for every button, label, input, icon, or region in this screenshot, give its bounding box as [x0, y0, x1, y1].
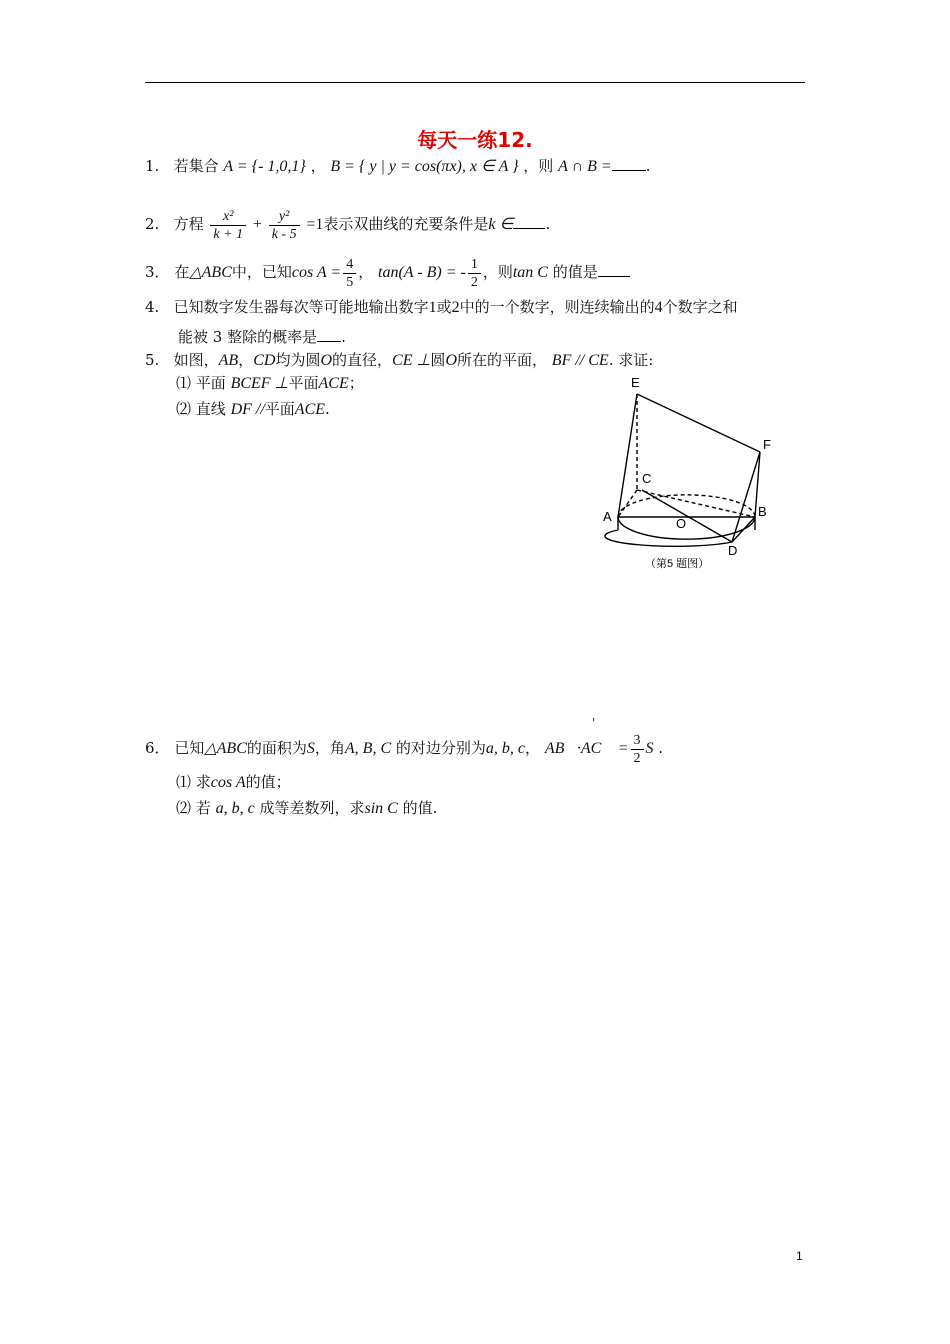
- q6-p2-m: a, b, c: [215, 800, 255, 817]
- header-rule: [145, 82, 805, 83]
- q1-text: 若集合: [173, 157, 219, 175]
- q6-part-1: [176, 772, 291, 793]
- question-6: [145, 728, 663, 769]
- q5-p2-c: .: [325, 400, 330, 418]
- q5-t3: 均为圆: [275, 351, 321, 369]
- q6-fraction: $\frac{3}{2}$: [631, 732, 644, 767]
- q2-k: k ∈: [488, 216, 514, 233]
- q5-p1-m1: BCEF ⊥: [230, 375, 289, 392]
- q3-fraction-1: $\frac{4}{5}$: [343, 256, 356, 291]
- q2-fraction-1: $\frac{\text{x²}}{k + 1}$: [210, 208, 246, 243]
- q4-answer-blank[interactable]: [317, 341, 341, 342]
- q6-part-2: [176, 798, 437, 819]
- q6-triangle: △ABC: [204, 740, 247, 757]
- stray-mark: ': [592, 716, 596, 730]
- q5-part-1: [176, 373, 364, 394]
- q5-o2: O: [445, 352, 457, 369]
- q6-s: S: [306, 740, 315, 757]
- q1-end: .: [645, 157, 651, 175]
- label-F: F: [763, 437, 771, 452]
- q3-answer-blank[interactable]: [598, 276, 630, 277]
- label-C: C: [642, 471, 652, 486]
- q5-t5: 圆: [430, 351, 446, 369]
- q6-t4: 的对边分别为: [395, 739, 486, 757]
- q2-fraction-2: $\frac{\text{y²}}{k - 5}$: [269, 208, 300, 243]
- q4-line2: 能被 3 整除的概率是: [178, 328, 318, 346]
- geometry-figure: [595, 370, 790, 580]
- q5-cd: CD: [253, 352, 276, 369]
- q4-one: 1: [428, 299, 437, 316]
- q2-text: 方程: [173, 215, 204, 233]
- q5-ab: AB: [218, 352, 239, 369]
- q4-line1-c: 个数字之和: [662, 298, 738, 316]
- q2-text-b: 表示双曲线的充要条件是: [323, 215, 489, 233]
- q3-tanc: tan C: [512, 264, 548, 281]
- q5-p2-m2: ACE: [294, 401, 326, 418]
- q5-t7: . 求证:: [608, 351, 654, 369]
- q6-p1-a: ⑴ 求: [176, 773, 211, 791]
- question-3: [145, 252, 630, 293]
- q5-p2-a: ⑵ 直线: [176, 400, 226, 418]
- q4-end: .: [341, 328, 346, 346]
- q6-p1-b: 的值；: [245, 773, 291, 791]
- label-D: D: [728, 543, 738, 558]
- q6-t1: 已知: [174, 739, 205, 757]
- question-1: [145, 156, 650, 177]
- q6-t3: ，角: [314, 739, 345, 757]
- q3-cos: cos A =: [291, 264, 342, 281]
- q5-p1-c: ；: [348, 374, 364, 392]
- q6-abc: A, B, C: [344, 740, 392, 757]
- q5-t4: 的直径，: [332, 351, 393, 369]
- q6-t6: .: [658, 739, 664, 757]
- q4-line1-b: 中的一个数字，则连续输出的: [459, 298, 655, 316]
- q6-p2-b: 成等差数列，求: [259, 799, 365, 817]
- q3-text-c: ，: [358, 263, 374, 281]
- q5-t6: 所在的平面，: [457, 351, 548, 369]
- q4-line1-a: 已知数字发生器每次等可能地输出数字: [173, 298, 429, 316]
- ellipse-back: [618, 495, 755, 517]
- q1-expr: A ∩ B =: [558, 158, 612, 175]
- q3-number: 3．: [145, 263, 170, 281]
- question-2: [145, 204, 550, 245]
- q1-comma: ，: [310, 157, 326, 175]
- q2-end: .: [545, 215, 551, 233]
- q5-o: O: [320, 352, 333, 369]
- q2-plus: +: [252, 216, 262, 233]
- q4-four: 4: [654, 299, 663, 316]
- label-B: B: [758, 504, 767, 519]
- q1-set-b: B = { y | y = cos(πx), x ∈ A }: [330, 158, 519, 175]
- label-O: O: [676, 516, 687, 531]
- q6-sides: a, b, c: [485, 740, 526, 757]
- q5-part-2: [176, 399, 330, 420]
- line-EA: [618, 394, 637, 517]
- q5-p1-b: 平面: [288, 374, 319, 392]
- q1-then: ，则: [523, 157, 554, 175]
- q6-p2-a: ⑵ 若: [176, 799, 211, 817]
- figure-caption: （第5 题图）: [645, 558, 710, 570]
- q5-number: 5.: [145, 351, 160, 369]
- question-4-line2: [178, 327, 346, 347]
- q3-tan: tan(A - B) = -: [378, 264, 466, 281]
- q5-p2-b: 平面: [264, 400, 295, 418]
- label-A: A: [603, 509, 612, 524]
- q3-text-d: ，则: [482, 263, 513, 281]
- page-number: 1: [796, 1249, 803, 1263]
- q6-s2: S: [645, 740, 654, 757]
- page-title: 每天一练12.: [417, 128, 533, 152]
- question-4: [145, 297, 738, 318]
- q2-answer-blank[interactable]: [513, 228, 545, 229]
- q3-text-b: 中，已知: [231, 263, 292, 281]
- q3-text-a: 在: [174, 263, 190, 281]
- line-CB: [637, 490, 755, 517]
- q2-equals: =1: [306, 216, 324, 233]
- q3-text-e: 的值是: [552, 263, 598, 281]
- q6-p2-m2: sin C: [364, 800, 398, 817]
- q4-two: 2: [451, 299, 460, 316]
- q5-p2-m1: DF //: [230, 401, 265, 418]
- q6-t5: ，: [525, 739, 541, 757]
- q6-number: 6．: [145, 739, 170, 757]
- q3-fraction-2: $\frac{1}{2}$: [468, 256, 481, 291]
- q1-answer-blank[interactable]: [612, 170, 646, 171]
- line-EF: [637, 394, 760, 452]
- question-5: [145, 350, 653, 371]
- q6-dot-product: AB⃗·AC⃗ =: [544, 740, 629, 757]
- q1-number: 1.: [145, 157, 160, 175]
- label-E: E: [631, 375, 640, 390]
- q3-triangle: △ABC: [189, 264, 232, 281]
- q6-p1-m: cos A: [210, 774, 246, 791]
- q4-number: 4.: [145, 298, 160, 316]
- q1-set-a: A = {- 1,0,1}: [223, 158, 306, 175]
- q6-p2-c: 的值.: [402, 799, 438, 817]
- q5-ce: CE ⊥: [392, 352, 431, 369]
- q5-t1: 如图，: [173, 351, 219, 369]
- q5-t2: ，: [238, 351, 254, 369]
- q5-p1-m2: ACE: [318, 375, 349, 392]
- q4-or: 或: [436, 298, 452, 316]
- q5-p1-a: ⑴ 平面: [176, 374, 226, 392]
- q2-number: 2.: [145, 215, 160, 233]
- q5-bf: BF // CE: [551, 352, 609, 369]
- q6-t2: 的面积为: [246, 739, 307, 757]
